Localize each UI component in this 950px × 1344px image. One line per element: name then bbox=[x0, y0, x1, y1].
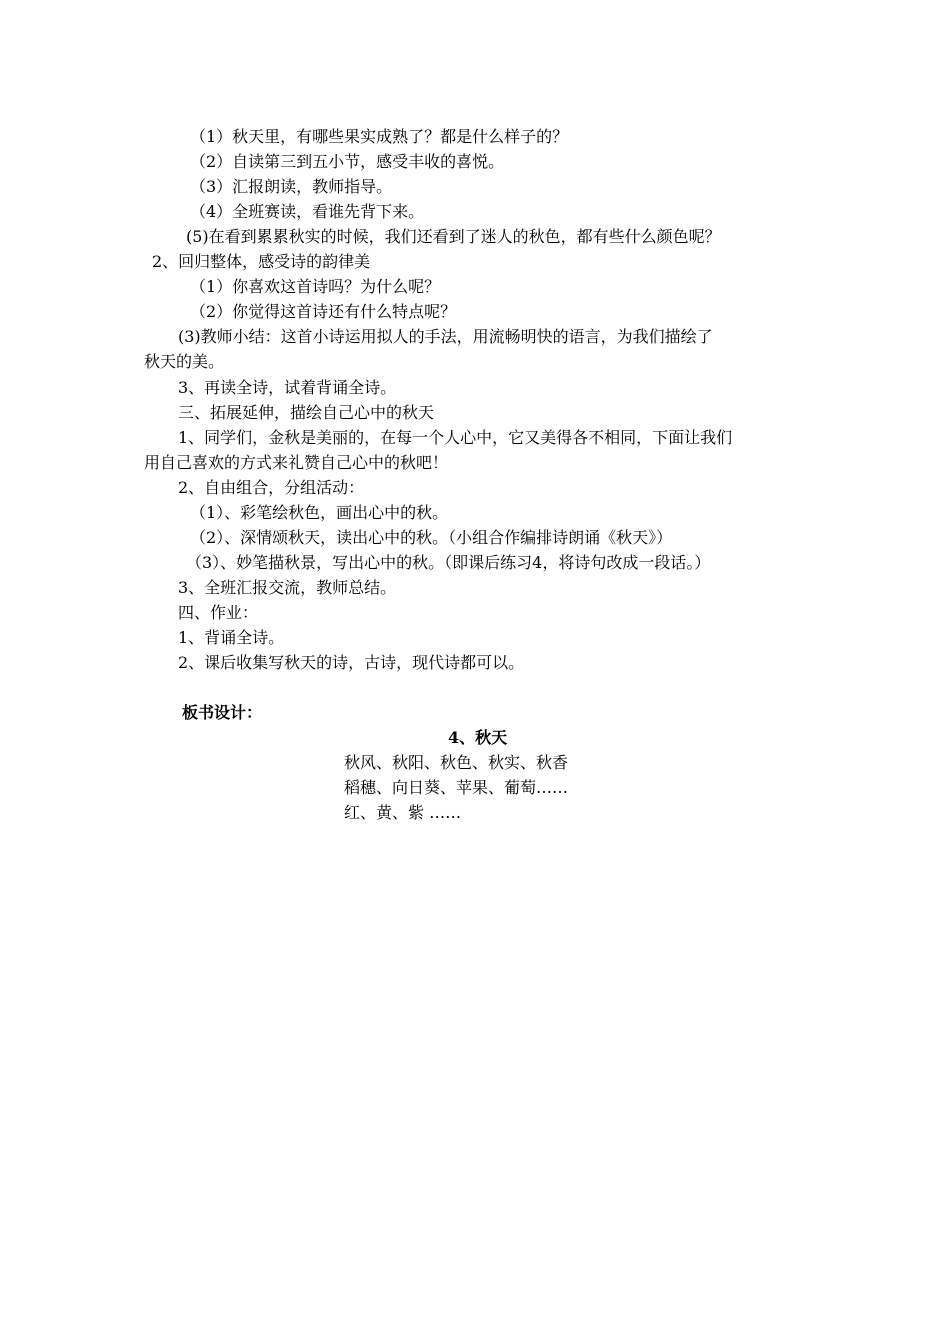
text-line: （1）、彩笔绘秋色，画出心中的秋。 bbox=[190, 503, 449, 522]
text-line: （4）全班赛读，看谁先背下来。 bbox=[190, 202, 425, 221]
text-line: （3）汇报朗读，教师指导。 bbox=[190, 177, 393, 196]
text-line: （1）你喜欢这首诗吗？为什么呢？ bbox=[190, 277, 441, 296]
section-heading: 三、拓展延伸，描绘自己心中的秋天 bbox=[178, 403, 435, 422]
text-line: 3、再读全诗，试着背诵全诗。 bbox=[178, 378, 397, 397]
text-line: 2、课后收集写秋天的诗，古诗，现代诗都可以。 bbox=[178, 653, 525, 672]
text-line: （2）、深情颂秋天，读出心中的秋。（小组合作编排诗朗诵《秋天》） bbox=[190, 528, 673, 547]
text-line: 秋天的美。 bbox=[144, 352, 225, 371]
text-line: （2）自读第三到五小节，感受丰收的喜悦。 bbox=[190, 152, 505, 171]
text-line: 1、同学们，金秋是美丽的，在每一个人心中，它又美得各不相同，下面让我们 bbox=[178, 428, 733, 447]
text-line: (3)教师小结：这首小诗运用拟人的手法，用流畅明快的语言，为我们描绘了 bbox=[178, 327, 713, 346]
text-line: 2、自由组合，分组活动： bbox=[178, 478, 365, 497]
board-design-heading: 板书设计： bbox=[182, 703, 263, 722]
text-line: 1、背诵全诗。 bbox=[178, 628, 285, 647]
board-title: 4、秋天 bbox=[448, 728, 508, 747]
board-line: 稻穗、向日葵、苹果、葡萄…… bbox=[344, 778, 569, 797]
text-line: （2）你觉得这首诗还有什么特点呢？ bbox=[190, 302, 457, 321]
text-line: （1）秋天里，有哪些果实成熟了？都是什么样子的？ bbox=[190, 127, 569, 146]
text-line: 3、全班汇报交流，教师总结。 bbox=[178, 578, 397, 597]
board-line: 秋风、秋阳、秋色、秋实、秋香 bbox=[344, 753, 569, 772]
text-line: （3）、妙笔描秋景，写出心中的秋。（即课后练习4，将诗句改成一段话。） bbox=[186, 553, 711, 572]
text-line: 用自己喜欢的方式来礼赞自己心中的秋吧！ bbox=[144, 453, 449, 472]
text-line: (5)在看到累累秋实的时候，我们还看到了迷人的秋色，都有些什么颜色呢？ bbox=[186, 227, 721, 246]
section-heading: 四、作业： bbox=[178, 603, 259, 622]
board-line: 红、黄、紫 …… bbox=[344, 803, 462, 822]
text-line: 2、回归整体，感受诗的韵律美 bbox=[152, 252, 371, 271]
